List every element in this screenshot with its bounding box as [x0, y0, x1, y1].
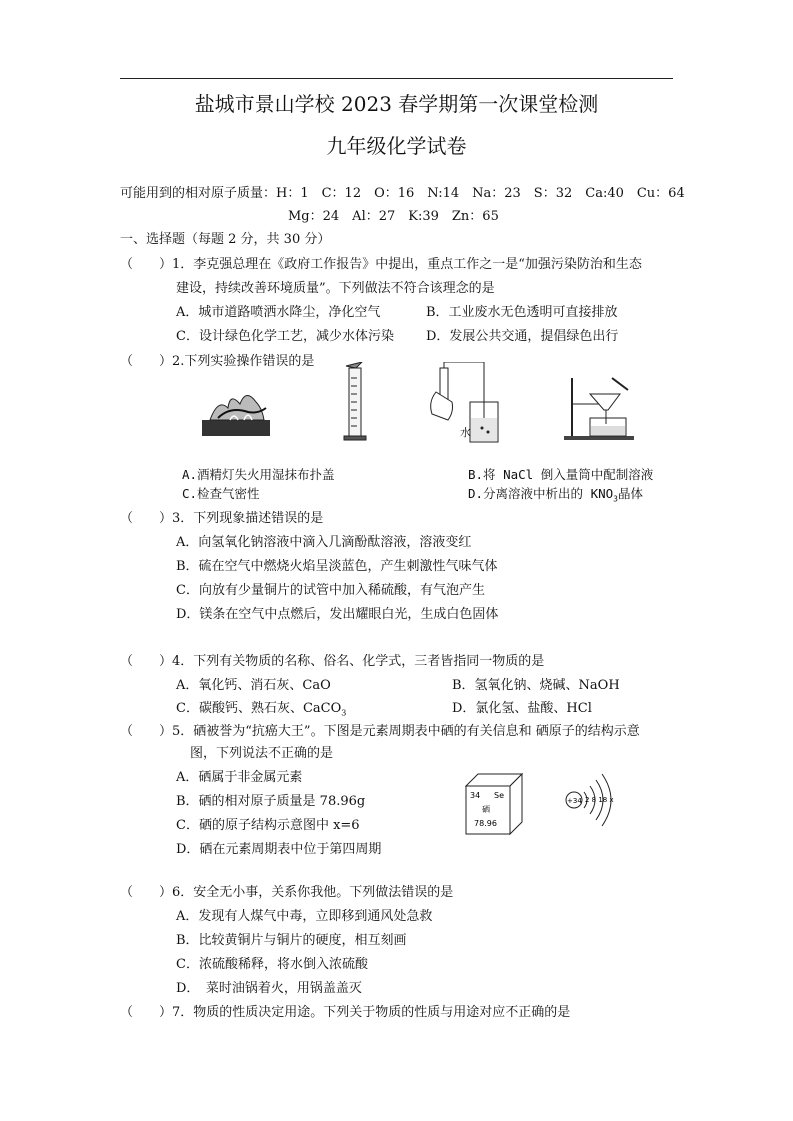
water-label: 水 [460, 426, 471, 439]
q2-option-d-subscript: 3 [613, 494, 618, 504]
q4-option-b: B．氢氧化钠、烧碱、NaOH [452, 678, 620, 693]
q1-stem-1: 1．李克强总理在《政府工作报告》中提出，重点工作之一是“加强污染防治和生态 [172, 257, 642, 272]
q1-stem-2: 建设，持续改善环境质量”。下列做法不符合该理念的是 [176, 281, 495, 296]
cell-symbol: Se [494, 791, 504, 800]
atomic-masses-line-1: 可能用到的相对原子质量：H：1 C：12 O：16 N:14 Na：23 S：32 Ca:40 Cu：64 [120, 186, 685, 201]
q5-option-b: B．硒的相对原子质量是 78.96g [176, 794, 366, 809]
q4-option-a: A．氧化钙、消石灰、CaO [176, 678, 331, 693]
alcohol-lamp-fire-illustration [200, 378, 274, 440]
exam-subtitle: 九年级化学试卷 [326, 134, 467, 158]
q5-stem-1: 5．硒被誉为“抗癌大王”。下图是元素周期表中硒的有关信息和 硒原子的结构示意 [172, 724, 640, 739]
q6-option-d: D． 菜时油锅着火，用锅盖盖灭 [176, 981, 362, 996]
q7-stem: 7．物质的性质决定用途。下列关于物质的性质与用途对应不正确的是 [172, 1005, 571, 1020]
q2-option-d [468, 485, 643, 509]
atomic-structure-diagram [566, 774, 614, 826]
q6-option-a: A．发现有人煤气中毒，立即移到通风处急救 [176, 909, 433, 924]
answer-paren-q2: （ ） [120, 354, 173, 369]
q2-option-b: B.将 NaCl 倒入量筒中配制溶液 [468, 467, 654, 482]
q1-option-d: D．发展公共交通，提倡绿色出行 [426, 329, 619, 344]
q3-option-c: C．向放有少量铜片的试管中加入稀硫酸，有气泡产生 [176, 583, 485, 598]
q5-option-d: D．硒在元素周期表中位于第四周期 [176, 842, 382, 857]
q3-stem: 3．下列现象描述错误的是 [172, 511, 324, 526]
cell-atomic-mass: 78.96 [474, 819, 497, 828]
atomic-masses-line-2: Mg：24 Al：27 K:39 Zn：65 [288, 209, 499, 224]
answer-paren-q7: （ ） [120, 1005, 173, 1020]
q2-option-a: A.酒精灯失火用湿抹布扑盖 [182, 467, 335, 482]
filtration-illustration [562, 374, 638, 442]
q1-option-b: B．工业废水无色透明可直接排放 [426, 305, 618, 320]
exam-title: 盐城市景山学校 2023 春学期第一次课堂检测 [194, 92, 599, 116]
q3-option-d: D．镁条在空气中点燃后，发出耀眼白光，生成白色固体 [176, 607, 499, 622]
section-heading: 一、选择题（每题 2 分，共 30 分） [120, 232, 331, 247]
q6-option-b: B．比较黄铜片与铜片的硬度，相互刻画 [176, 933, 407, 948]
q1-option-c: C．设计绿色化学工艺，减少水体污染 [176, 329, 394, 344]
shell-electrons: 2 8 18 x [585, 796, 614, 804]
answer-paren-q5: （ ） [120, 724, 173, 739]
answer-paren-q3: （ ） [120, 511, 173, 526]
q4-option-c-subscript: 3 [341, 708, 347, 718]
header-rule [120, 78, 673, 79]
q3-option-a: A．向氢氧化钠溶液中滴入几滴酚酞溶液，溶液变红 [176, 535, 472, 550]
q1-option-a: A．城市道路喷洒水降尘，净化空气 [176, 305, 381, 320]
selenium-info-illustration [460, 770, 660, 838]
graduated-cylinder-illustration [340, 362, 370, 442]
q4-option-d: D．氯化氢、盐酸、HCl [452, 701, 592, 716]
q4-stem: 4．下列有关物质的名称、俗名、化学式，三者皆指同一物质的是 [172, 654, 545, 669]
periodic-cell [466, 774, 522, 834]
q6-stem: 6．安全无小事，关系你我他。下列做法错误的是 [172, 885, 454, 900]
q5-stem-2: 图，下列说法不正确的是 [190, 746, 334, 761]
q6-option-c: C．浓硫酸稀释，将水倒入浓硫酸 [176, 957, 368, 972]
q2-stem: 2.下列实验操作错误的是 [172, 354, 315, 369]
q4-option-c [176, 700, 346, 723]
q5-option-c: C．硒的原子结构示意图中 x=6 [176, 818, 360, 833]
q5-option-a: A．硒属于非金属元素 [176, 770, 303, 785]
q2-option-c: C.检查气密性 [182, 486, 260, 501]
q2-option-d-text: D.分离溶液中析出的 KNO [468, 486, 614, 501]
answer-paren-q6: （ ） [120, 885, 173, 900]
airtightness-check-illustration [418, 362, 508, 444]
q4-option-c-text: C．碳酸钙、熟石灰、CaCO [176, 701, 342, 716]
cell-element-name: 硒 [482, 805, 490, 814]
nucleus-charge: +34 [567, 797, 582, 805]
answer-paren-q1: （ ） [120, 257, 173, 272]
q2-option-d-suffix: 晶体 [617, 486, 643, 501]
q3-option-b: B．硫在空气中燃烧火焰呈淡蓝色，产生刺激性气味气体 [176, 559, 498, 574]
cell-atomic-number: 34 [470, 791, 481, 800]
answer-paren-q4: （ ） [120, 654, 173, 669]
